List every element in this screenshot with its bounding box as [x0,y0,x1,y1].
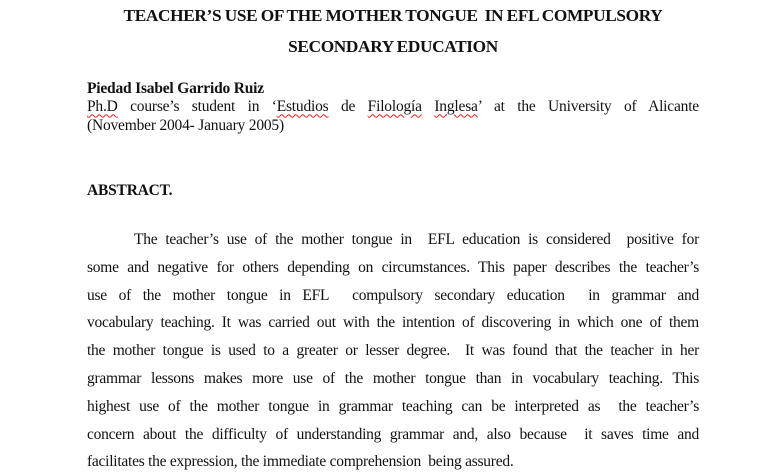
spellcheck-word: Ph.D [87,98,118,116]
abstract-line: grammar lessons makes more use of the mother tongue than in vocabulary teaching. This [87,369,699,387]
abstract-line: vocabulary teaching. It was carried out with the intention of discovering in which one of them [87,314,699,332]
spellcheck-word: Inglesa [434,98,478,116]
author-block [87,80,699,135]
abstract-heading: ABSTRACT. [87,182,173,199]
author-name: Piedad Isabel Garrido Ruiz [87,80,264,97]
abstract-line: some and negative for others depending on circumstances. This paper describes the teacher’s [87,258,699,276]
abstract-line: use of the mother tongue in EFL compulsory secondary education in grammar and [87,286,699,304]
abstract-line: facilitates the expression, the immediate comprehension being assured. [87,453,514,471]
abstract-line: highest use of the mother tongue in grammar teaching can be interpreted as the teacher’s [87,397,699,415]
document-page [87,0,699,471]
abstract-line: the mother tongue is used to a greater or lesser degree. It was found that the teacher in her [87,342,699,360]
author-affiliation: Ph.D course’s student in ‘Estudios de Filología Inglesa’ at the University of Alicante [87,98,699,116]
abstract-paragraph [87,226,699,476]
spellcheck-word: Estudios [276,98,329,116]
author-dates: (November 2004- January 2005) [87,116,284,134]
document-title [87,0,699,62]
abstract-line: The teacher’s use of the mother tongue in EFL education is considered positive for [134,231,699,248]
abstract-line: concern about the difficulty of understanding grammar and, also because it saves time and [87,425,699,443]
title-line-1: TEACHER’S USE OF THE MOTHER TONGUE IN EFL COMPULSORY [123,6,663,25]
spellcheck-word: Filología [367,98,422,116]
title-line-2: SECONDARY EDUCATION [288,37,498,56]
